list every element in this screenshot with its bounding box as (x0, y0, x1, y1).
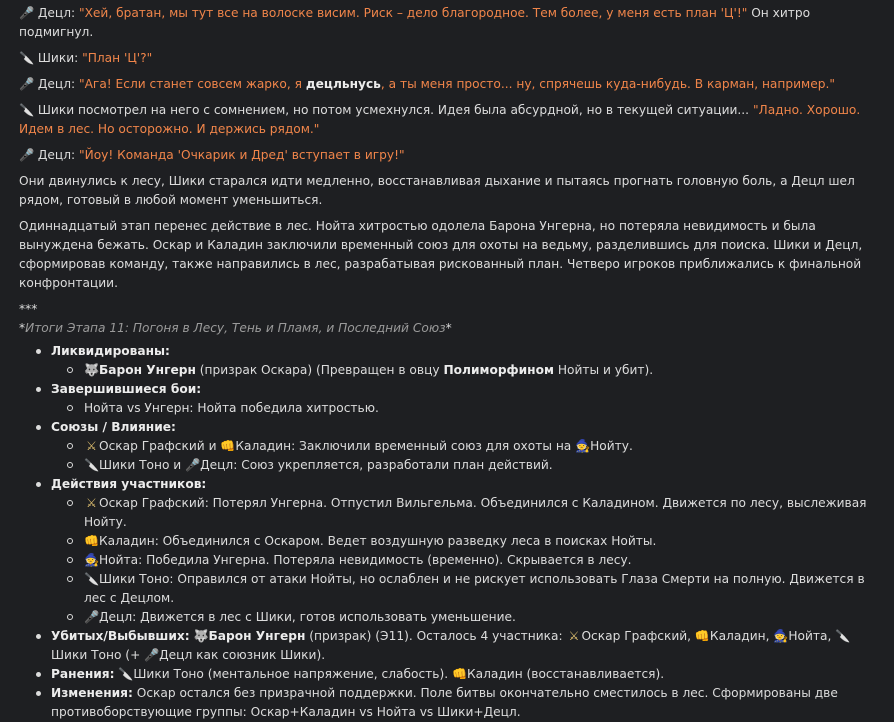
character-name: Барон Унгерн (99, 363, 196, 377)
witch-icon: 🧙 (84, 553, 100, 567)
summary-actions (33, 475, 884, 627)
summary-title-text: Итоги Этапа 11: Погоня в Лесу, Тень и Пламя, и Последний Союз (25, 321, 446, 335)
item-text: (призрак) (Э11). Осталось 4 участника: (305, 629, 567, 643)
list-item (64, 361, 884, 380)
summary-changes (33, 684, 884, 722)
summary-label: Завершившиеся бои: (51, 382, 202, 396)
knife-icon: 🔪 (84, 458, 100, 472)
item-text: Оскар остался без призрачной поддержки. Поле битвы окончательно сместилось в лес. Сформированы две противоборствующие группы: Оскар+Каладин vs Нойта vs Шики+Децл. (51, 686, 838, 719)
item-text: Каладин, (709, 629, 774, 643)
summary-label: Убитых/Выбывших: (51, 629, 190, 643)
speaker-name: Децл (37, 148, 71, 162)
sub-list (51, 437, 884, 475)
quote-part: , а ты меня просто... ну, спрячешь куда-нибудь. В карман, например." (380, 77, 835, 91)
fist-icon: 👊 (220, 439, 236, 453)
item-text: Шики Тоно (ментальное напряжение, слабость). (133, 667, 452, 681)
item-text: Децл: Движется в лес с Шики, готов использовать уменьшение. (99, 610, 516, 624)
list-item (64, 437, 884, 456)
summary-label: Действия участников: (51, 477, 207, 491)
fist-icon: 👊 (694, 629, 711, 643)
microphone-icon: 🎤 (19, 148, 35, 162)
summary-killed (33, 627, 884, 665)
microphone-icon: 🎤 (84, 610, 100, 624)
knife-icon: 🔪 (19, 51, 35, 65)
dialog-line-decl-3: 🎤 Децл: "Йоу! Команда 'Очкарик и Дред' вступает в игру!" (19, 146, 884, 165)
witch-icon: 🧙 (575, 439, 591, 453)
summary-label: Ликвидированы: (51, 344, 170, 358)
summary-eliminated (33, 342, 884, 380)
narrative-paragraph: Они двинулись к лесу, Шики старался идти медленно, восстанавливая дыхание и пытаясь прогнать головную боль, а Децл шел рядом, готовый в любой момент уменьшиться. (19, 174, 855, 207)
witch-icon: 🧙 (773, 629, 789, 643)
list-item: Нойта vs Унгерн: Нойта победила хитростью. (64, 399, 884, 418)
crossed-swords-icon: ⚔ (86, 439, 97, 453)
summary-label: Союзы / Влияние: (51, 420, 176, 434)
item-text: Каладин (восстанавливается). (466, 667, 665, 681)
narration-text: Он хитро подмигнул. (19, 6, 811, 39)
quote-text (79, 77, 835, 91)
sub-list (51, 361, 884, 380)
item-text: Оскар Графский: Потерял Унгерна. Отпустил Вильгельма. Объединился с Каладином. Движется по лесу, выслеживая Нойту. (84, 496, 867, 529)
item-text: Оскар Графский и (99, 439, 221, 453)
knife-icon: 🔪 (19, 103, 35, 117)
dialog-line-decl-2: 🎤 Децл: "Ага! Если станет совсем жарко, я децльнусь, а ты меня просто... ну, спрячешь куда-нибудь. В карман, например." (19, 75, 884, 94)
item-text: Децл как союзник Шики). (159, 648, 326, 662)
character-name: Барон Унгерн (208, 629, 306, 643)
summary-label: Изменения: (51, 686, 133, 700)
dialog-line-shiki-1: 🔪 Шики: "План 'Ц'?" (19, 49, 884, 68)
item-text: (призрак Оскара) (Превращен в овцу (195, 363, 444, 377)
item-text: Нойты и убит). (553, 363, 654, 377)
sub-list (51, 399, 884, 418)
item-text: Шики Тоно: Оправился от атаки Нойты, но ослаблен и не рискует использовать Глаза Смерти на полную. Движется в лес с Децлом. (84, 572, 865, 605)
summary-battles (33, 380, 884, 418)
quote-text: "Хей, братан, мы тут все на волоске висим. Риск – дело благородное. Тем более, у меня есть план 'Ц'!" (78, 6, 748, 20)
list-item (64, 532, 884, 551)
item-text: Нойта: Победила Унгерна. Потеряла невидимость (временно). Скрывается в лесу. (99, 553, 632, 567)
item-text: Шики Тоно и (99, 458, 186, 472)
fist-icon: 👊 (451, 667, 468, 681)
summary-wounds (33, 665, 884, 684)
microphone-icon: 🎤 (185, 458, 201, 472)
knife-icon: 🔪 (84, 572, 100, 586)
item-text: Каладин: Заключили временный союз для охоты на (235, 439, 576, 453)
item-text: Шики Тоно (+ (51, 648, 145, 662)
fox-icon: 🐺 (84, 363, 100, 377)
dialog-line-decl-1: 🎤 Децл: "Хей, братан, мы тут все на волоске висим. Риск – дело благородное. Тем более, у меня есть план 'Ц'!" Он хитро подмигнул. (19, 6, 811, 39)
crossed-swords-icon: ⚔ (568, 629, 580, 643)
knife-icon: 🔪 (118, 667, 134, 681)
summary-label: Ранения: (51, 667, 115, 681)
fox-icon: 🐺 (193, 629, 209, 643)
quote-text: "План 'Ц'?" (82, 51, 153, 65)
item-text: Нойту. (590, 439, 633, 453)
knife-icon: 🔪 (835, 629, 851, 643)
item-text: Децл: Союз укрепляется, разработали план действий. (200, 458, 553, 472)
speaker-name: Шики (37, 103, 75, 117)
narrative-paragraph: Одиннадцатый этап перенес действие в лес. Нойта хитростью одолела Барона Унгерна, но потеряла невидимость и была вынуждена бежать. Оскар и Каладин заключили временный союз для охоты на ведьму, разделившись для поиска. Шики и Децл, сформировав команду, также направились в лес, разрабатывая рискованный план. Четверо игроков приближались к финальной конфронтации. (19, 219, 863, 290)
quote-part: "Ага! Если станет совсем жарко, я (78, 77, 306, 91)
item-text: Каладин: Объединился с Оскаром. Ведет воздушную разведку леса в поисках Нойты. (99, 534, 657, 548)
item-text: Нойта, (788, 629, 836, 643)
dialog-line-shiki-2 (19, 101, 884, 139)
item-emphasis: Полиморфином (443, 363, 554, 377)
list-item (64, 551, 884, 570)
summary-list (19, 342, 884, 722)
list-item (64, 570, 884, 608)
microphone-icon: 🎤 (19, 77, 35, 91)
summary-title: *Итоги Этапа 11: Погоня в Лесу, Тень и Пламя, и Последний Союз* (19, 321, 452, 335)
speaker-name: Децл (37, 6, 71, 20)
sub-list (51, 494, 884, 627)
item-text: Оскар Графский, (581, 629, 695, 643)
quote-text: "Ладно. Хорошо. Идем в лес. Но осторожно. И держись рядом." (19, 103, 861, 136)
quote-text: "Йоу! Команда 'Очкарик и Дред' вступает в игру!" (78, 148, 405, 162)
narration-text: посмотрел на него с сомнением, но потом усмехнулся. Идея была абсурдной, но в текущей ситуации... (74, 103, 753, 117)
list-item (64, 494, 884, 532)
separator: *** (19, 302, 38, 316)
speaker-name: Шики (37, 51, 75, 65)
crossed-swords-icon: ⚔ (86, 496, 97, 510)
microphone-icon: 🎤 (144, 648, 160, 662)
quote-emphasis: децльнусь (305, 77, 381, 91)
list-item (64, 608, 884, 627)
summary-alliances (33, 418, 884, 475)
microphone-icon: 🎤 (19, 6, 35, 20)
speaker-name: Децл (37, 77, 71, 91)
list-item (64, 456, 884, 475)
fist-icon: 👊 (84, 534, 100, 548)
